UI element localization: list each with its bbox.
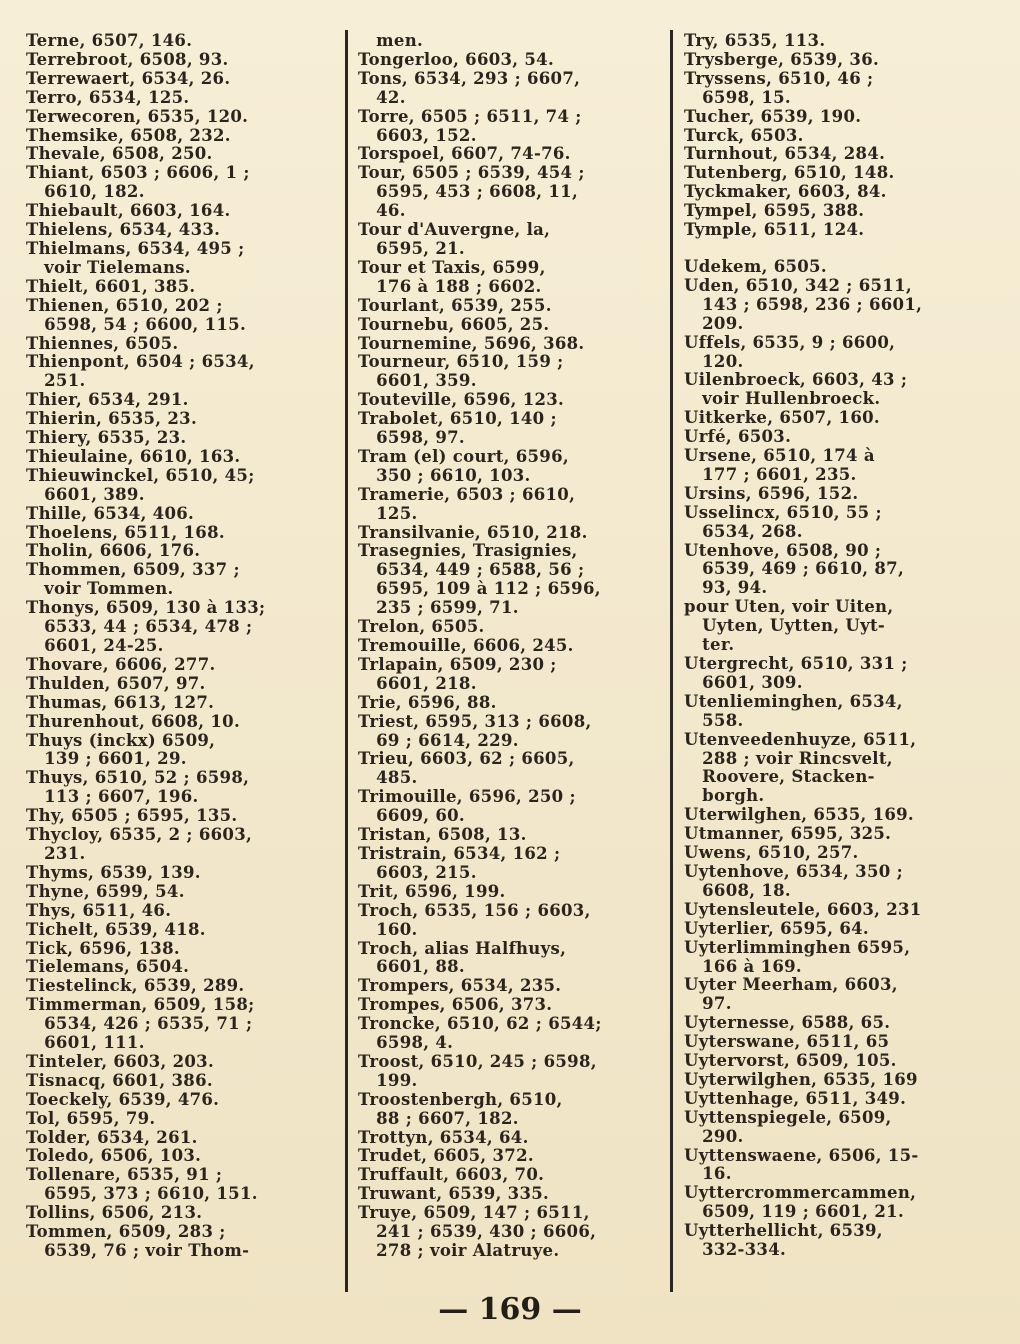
index-entry: Uyttercrommercammen, 6509, 119 ; 6601, 21. <box>684 1183 917 1222</box>
index-entry: Thovare, 6606, 277. <box>26 654 216 674</box>
index-entry: Trysberge, 6539, 36. <box>684 49 880 69</box>
index-entry: Thiant, 6503 ; 6606, 1 ; 6610, 182. <box>26 163 250 202</box>
index-entry: Tollins, 6506, 213. <box>26 1203 203 1223</box>
index-entry: Troost, 6510, 245 ; 6598, 199. <box>358 1051 597 1090</box>
index-entry: Terrewaert, 6534, 26. <box>26 68 231 88</box>
index-entry: Thiennes, 6505. <box>26 333 179 353</box>
index-entry: Truffault, 6603, 70. <box>358 1165 545 1185</box>
index-entry: Tick, 6596, 138. <box>26 938 180 958</box>
index-entry: Turnhout, 6534, 284. <box>684 144 886 164</box>
index-entry: Tymple, 6511, 124. <box>684 220 865 240</box>
index-entry: Utenlieminghen, 6534, 558. <box>684 691 903 730</box>
index-entry: Trimouille, 6596, 250 ; 6609, 60. <box>358 787 576 826</box>
index-column-3 <box>684 32 984 1260</box>
index-entry: Trie, 6596, 88. <box>358 692 497 712</box>
index-entry: men. <box>358 31 424 50</box>
index-entry: Uyttenswaene, 6506, 15- 16. <box>684 1145 919 1184</box>
index-entry: Truwant, 6539, 335. <box>358 1184 550 1204</box>
index-entry: Ursene, 6510, 174 à 177 ; 6601, 235. <box>684 446 875 484</box>
index-entry: Thille, 6534, 406. <box>26 503 195 523</box>
index-entry: Thy, 6505 ; 6595, 135. <box>26 806 238 826</box>
index-entry: Tollenare, 6535, 91 ; 6595, 373 ; 6610, 151. <box>26 1165 258 1204</box>
index-entry: Tutenberg, 6510, 148. <box>684 163 895 183</box>
index-entry: Ursins, 6596, 152. <box>684 483 859 503</box>
index-entry: Terne, 6507, 146. <box>26 31 193 50</box>
index-entry: Toledo, 6506, 103. <box>26 1146 202 1166</box>
index-entry: Trelon, 6505. <box>358 617 485 637</box>
index-entry: Tristrain, 6534, 162 ; 6603, 215. <box>358 843 561 882</box>
index-entry: Uyttenhage, 6511, 349. <box>684 1088 907 1108</box>
index-entry: Tramerie, 6503 ; 6610, 125. <box>358 484 576 523</box>
index-entry: Troch, 6535, 156 ; 6603, 160. <box>358 900 591 939</box>
index-entry: Terwecoren, 6535, 120. <box>26 106 249 126</box>
index-entry: Uyter Meerham, 6603, 97. <box>684 975 898 1014</box>
index-entry: Tielemans, 6504. <box>26 957 190 977</box>
index-entry: Tremouille, 6606, 245. <box>358 636 574 655</box>
index-entry: Touteville, 6596, 123. <box>358 390 565 410</box>
index-entry: Thurenhout, 6608, 10. <box>26 711 240 731</box>
index-column-1 <box>26 32 326 1261</box>
index-entry: Uytervorst, 6509, 105. <box>684 1051 897 1071</box>
index-entry: Triest, 6595, 313 ; 6608, 69 ; 6614, 229. <box>358 711 592 750</box>
index-entry: Thyne, 6599, 54. <box>26 881 185 901</box>
index-entry: Thuys, 6510, 52 ; 6598, 113 ; 6607, 196. <box>26 768 250 807</box>
page-number: — 169 — <box>438 1292 582 1327</box>
index-entry: Turck, 6503. <box>684 125 804 145</box>
index-entry: Thielens, 6534, 433. <box>26 220 221 240</box>
index-entry: Utenveedenhuyze, 6511, 288 ; voir Rincsvelt, Roovere, Stacken- borgh. <box>684 729 917 806</box>
index-entry: Trasegnies, Trasignies, 6534, 449 ; 6588, 56 ; 6595, 109 à 112 ; 6596, 235 ; 6599, 71. <box>358 541 601 618</box>
index-entry: Trit, 6596, 199. <box>358 881 506 901</box>
index-entry: Usselincx, 6510, 55 ; 6534, 268. <box>684 502 882 541</box>
index-entry: Thonys, 6509, 130 à 133; 6533, 44 ; 6534, 478 ; 6601, 24-25. <box>26 598 266 655</box>
index-entry: Thyms, 6539, 139. <box>26 862 201 882</box>
index-entry: Torspoel, 6607, 74-76. <box>358 144 571 164</box>
index-entry: Truye, 6509, 147 ; 6511, 241 ; 6539, 430 ; 6606, 278 ; voir Alatruye. <box>358 1203 597 1260</box>
column-divider <box>670 30 673 1292</box>
index-entry: Tournebu, 6605, 25. <box>358 314 550 334</box>
index-entry: Uyterlimminghen 6595, 166 à 169. <box>684 937 911 976</box>
index-entry: Thielmans, 6534, 495 ; voir Tielemans. <box>26 238 245 277</box>
index-entry: Tram (el) court, 6596, 350 ; 6610, 103. <box>358 446 569 485</box>
index-entry: Uytterhellicht, 6539, 332-334. <box>684 1221 883 1260</box>
index-entry: Trieu, 6603, 62 ; 6605, 485. <box>358 749 575 788</box>
index-entry: Urfé, 6503. <box>684 427 792 447</box>
index-entry: Thienen, 6510, 202 ; 6598, 54 ; 6600, 115. <box>26 295 246 334</box>
index-entry: Transilvanie, 6510, 218. <box>358 522 588 542</box>
index-entry: Thierin, 6535, 23. <box>26 409 198 429</box>
index-entry: Tyckmaker, 6603, 84. <box>684 182 887 202</box>
index-entry: Tourneur, 6510, 159 ; 6601, 359. <box>358 352 564 391</box>
index-entry: Thommen, 6509, 337 ; voir Tommen. <box>26 560 240 599</box>
index-entry: Toeckely, 6539, 476. <box>26 1089 220 1109</box>
index-entry: Trudet, 6605, 372. <box>358 1146 534 1166</box>
index-entry: Thienpont, 6504 ; 6534, 251. <box>26 352 255 391</box>
index-entry: Tommen, 6509, 283 ; 6539, 76 ; voir Thom- <box>26 1222 250 1260</box>
index-entry: Uyterswane, 6511, 65 <box>684 1032 890 1052</box>
index-entry: Terro, 6534, 125. <box>26 87 190 107</box>
index-entry: Tinteler, 6603, 203. <box>26 1051 215 1071</box>
index-entry: Timmerman, 6509, 158; 6534, 426 ; 6535, 71 ; 6601, 111. <box>26 995 255 1053</box>
index-entry: Tucher, 6539, 190. <box>684 106 862 126</box>
index-entry: Uitkerke, 6507, 160. <box>684 408 880 428</box>
index-entry: Thier, 6534, 291. <box>26 390 189 410</box>
index-entry: Trompes, 6506, 373. <box>358 995 553 1015</box>
index-entry: Terrebroot, 6508, 93. <box>26 49 229 69</box>
index-entry: Uffels, 6535, 9 ; 6600, 120. <box>684 332 896 371</box>
index-entry: Tiestelinck, 6539, 289. <box>26 976 245 996</box>
index-entry: Trabolet, 6510, 140 ; 6598, 97. <box>358 409 557 448</box>
index-entry: Themsike, 6508, 232. <box>26 125 231 145</box>
column-divider <box>345 30 348 1292</box>
index-entry: Thys, 6511, 46. <box>26 900 172 920</box>
index-entry: Thycloy, 6535, 2 ; 6603, 231. <box>26 825 253 863</box>
index-column-2 <box>358 32 658 1261</box>
index-entry: Uyterwilghen, 6535, 169 <box>684 1069 918 1089</box>
index-entry: Tour et Taxis, 6599, 176 à 188 ; 6602. <box>358 257 546 296</box>
index-entry: Tholin, 6606, 176. <box>26 541 201 561</box>
index-entry: Uytenhove, 6534, 350 ; 6608, 18. <box>684 861 903 900</box>
index-entry: Tournemine, 5696, 368. <box>358 333 585 353</box>
index-entry: Thevale, 6508, 250. <box>26 144 213 164</box>
index-entry: Thuys (inckx) 6509, 139 ; 6601, 29. <box>26 730 216 769</box>
index-entry: Tryssens, 6510, 46 ; 6598, 15. <box>684 68 874 107</box>
index-entry: Uterwilghen, 6535, 169. <box>684 805 914 825</box>
index-entry: Try, 6535, 113. <box>684 31 826 50</box>
index-entry: Tons, 6534, 293 ; 6607, 42. <box>358 68 581 107</box>
index-entry: Troncke, 6510, 62 ; 6544; 6598, 4. <box>358 1014 602 1053</box>
section-gap <box>684 240 984 258</box>
index-entry: Thiery, 6535, 23. <box>26 428 187 448</box>
index-entry: Thoelens, 6511, 168. <box>26 522 225 542</box>
index-entry: Uyterlier, 6595, 64. <box>684 918 869 938</box>
index-entry: Troch, alias Halfhuys, 6601, 88. <box>358 938 567 977</box>
index-entry: Tour, 6505 ; 6539, 454 ; 6595, 453 ; 6608, 11, 46. <box>358 163 585 221</box>
index-entry: Uytensleutele, 6603, 231 <box>684 899 922 919</box>
index-entry: Uilenbroeck, 6603, 43 ; voir Hullenbroeck. <box>684 370 908 409</box>
index-entry: Utenhove, 6508, 90 ; 6539, 469 ; 6610, 87, 93, 94. <box>684 540 904 598</box>
index-entry: Tympel, 6595, 388. <box>684 201 865 221</box>
index-entry: Uyternesse, 6588, 65. <box>684 1013 891 1033</box>
index-entry: Tristan, 6508, 13. <box>358 825 527 845</box>
index-entry: Troostenbergh, 6510, 88 ; 6607, 182. <box>358 1089 563 1128</box>
index-entry: Uyttenspiegele, 6509, 290. <box>684 1107 892 1146</box>
index-entry: Utmanner, 6595, 325. <box>684 824 892 844</box>
index-entry: Tichelt, 6539, 418. <box>26 919 206 939</box>
index-entry: Thieuwinckel, 6510, 45; 6601, 389. <box>26 465 255 504</box>
index-entry: Thielt, 6601, 385. <box>26 276 196 296</box>
index-entry: Thulden, 6507, 97. <box>26 673 206 693</box>
index-entry: Trottyn, 6534, 64. <box>358 1127 529 1147</box>
index-entry: Uden, 6510, 342 ; 6511, 143 ; 6598, 236 ; 6601, 209. <box>684 275 923 333</box>
index-entry: Trompers, 6534, 235. <box>358 976 562 996</box>
index-entry: Thiebault, 6603, 164. <box>26 201 231 221</box>
index-entry: pour Uten, voir Uiten, Uyten, Uytten, Uyt- ter. <box>684 597 894 655</box>
index-entry: Uwens, 6510, 257. <box>684 843 859 863</box>
index-entry: Thumas, 6613, 127. <box>26 692 215 712</box>
index-entry: Tour d'Auvergne, la, 6595, 21. <box>358 220 551 258</box>
index-entry: Utergrecht, 6510, 331 ; 6601, 309. <box>684 654 908 692</box>
index-entry: Trlapain, 6509, 230 ; 6601, 218. <box>358 654 557 693</box>
index-entry: Torre, 6505 ; 6511, 74 ; 6603, 152. <box>358 106 582 145</box>
index-entry: Tolder, 6534, 261. <box>26 1127 198 1147</box>
index-entry: Tisnacq, 6601, 386. <box>26 1070 213 1090</box>
index-entry: Tol, 6595, 79. <box>26 1108 156 1128</box>
index-entry: Tongerloo, 6603, 54. <box>358 49 554 69</box>
index-entry: Udekem, 6505. <box>684 256 827 276</box>
index-entry: Tourlant, 6539, 255. <box>358 295 552 315</box>
index-entry: Thieulaine, 6610, 163. <box>26 446 241 466</box>
